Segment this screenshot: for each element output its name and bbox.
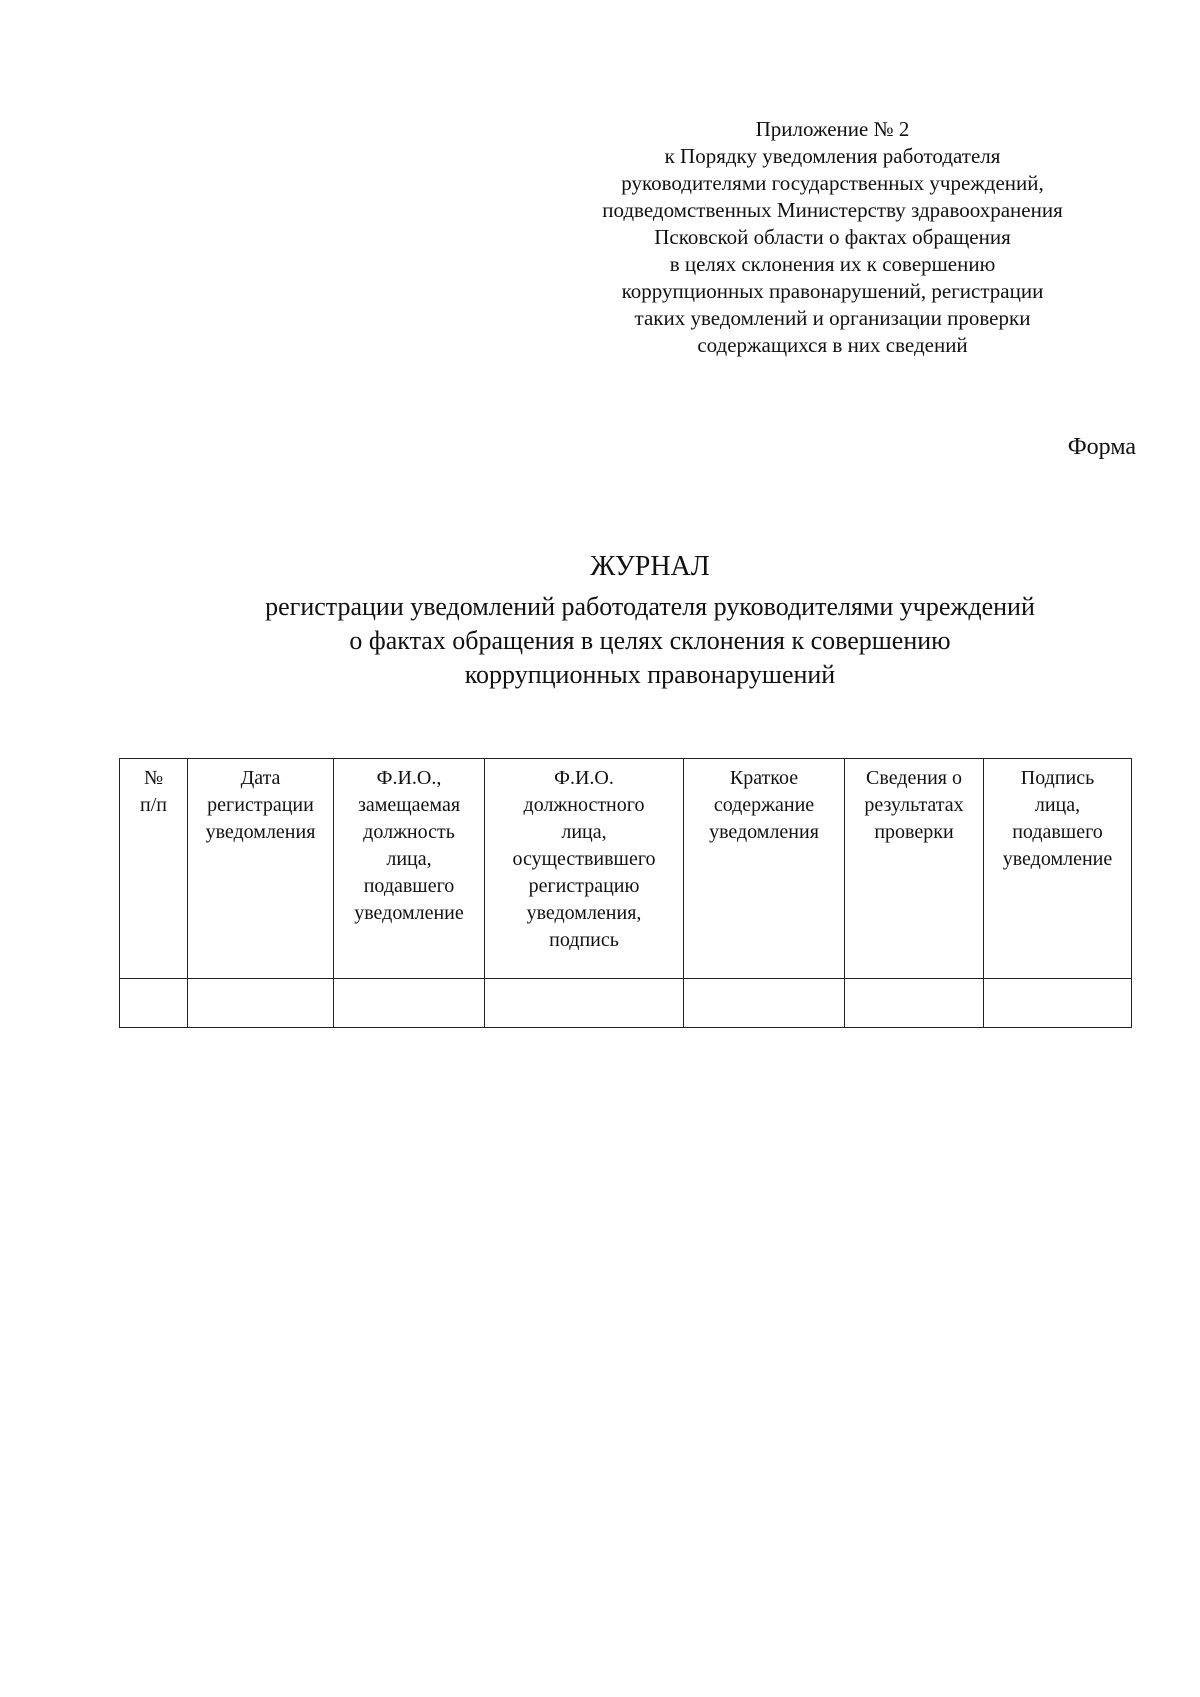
appendix-line: таких уведомлений и организации проверки: [634, 306, 1031, 330]
table-cell: [984, 979, 1132, 1028]
header-line: Ф.И.О.,: [376, 767, 442, 789]
header-line: результатах: [864, 794, 964, 816]
form-label: Форма: [1067, 434, 1136, 460]
header-line: Подпись: [1020, 767, 1095, 789]
column-header-number: [120, 759, 188, 979]
header-line: уведомление: [1002, 848, 1113, 870]
appendix-line: Псковской области о фактах обращения: [654, 225, 1011, 249]
header-line: лица,: [1034, 794, 1081, 816]
header-line: Дата: [240, 767, 281, 789]
table-cell: [845, 979, 984, 1028]
table-cell: [120, 979, 188, 1028]
table-cell: [188, 979, 334, 1028]
appendix-line: содержащихся в них сведений: [697, 333, 968, 357]
header-line: регистрацию: [528, 875, 640, 897]
table-cell: [485, 979, 684, 1028]
header-line: подпись: [549, 929, 619, 951]
appendix-line: в целях склонения их к совершению: [669, 252, 996, 276]
column-header-summary: [684, 759, 845, 979]
header-line: Краткое: [729, 767, 799, 789]
appendix-line: к Порядку уведомления работодателя: [664, 144, 1001, 168]
register-table: [119, 758, 1132, 1028]
column-header-registration-date: [188, 759, 334, 979]
header-line: №: [143, 767, 164, 789]
header-line: должностного: [523, 794, 645, 816]
column-header-check-results: [845, 759, 984, 979]
journal-subtitle: [0, 590, 1200, 692]
header-line: замещаемая: [357, 794, 461, 816]
header-line: осуществившего: [512, 848, 656, 870]
appendix-line: подведомственных Министерству здравоохранения: [602, 198, 1063, 222]
header-line: уведомления: [709, 821, 819, 843]
table-header-row: [120, 759, 1132, 979]
header-line: уведомление: [354, 902, 464, 924]
journal-subtitle-line: регистрации уведомлений работодателя руководителями учреждений: [265, 592, 1035, 621]
column-header-notifier: [334, 759, 485, 979]
journal-title: ЖУРНАЛ: [590, 551, 710, 582]
appendix-line: Приложение № 2: [755, 117, 910, 141]
header-line: уведомления: [205, 821, 316, 843]
journal-subtitle-line: коррупционных правонарушений: [464, 660, 836, 689]
header-line: Сведения о: [866, 767, 962, 789]
appendix-note: [560, 116, 1105, 359]
column-header-signature: [984, 759, 1132, 979]
journal-subtitle-line: о фактах обращения в целях склонения к совершению: [349, 626, 951, 655]
header-line: содержание: [713, 794, 815, 816]
header-line: лица,: [386, 848, 432, 870]
table-cell: [334, 979, 485, 1028]
header-line: уведомления,: [526, 902, 642, 924]
header-line: регистрации: [207, 794, 314, 816]
column-header-registrar: [485, 759, 684, 979]
header-line: Ф.И.О.: [554, 767, 614, 789]
header-line: должность: [363, 821, 455, 843]
table-row: [120, 979, 1132, 1028]
appendix-line: коррупционных правонарушений, регистрации: [621, 279, 1044, 303]
header-line: лица,: [561, 821, 607, 843]
table-cell: [684, 979, 845, 1028]
header-line: проверки: [874, 821, 954, 843]
appendix-line: руководителями государственных учреждений,: [621, 171, 1044, 195]
header-line: подавшего: [1012, 821, 1103, 843]
header-line: п/п: [140, 794, 167, 816]
header-line: подавшего: [363, 875, 455, 897]
